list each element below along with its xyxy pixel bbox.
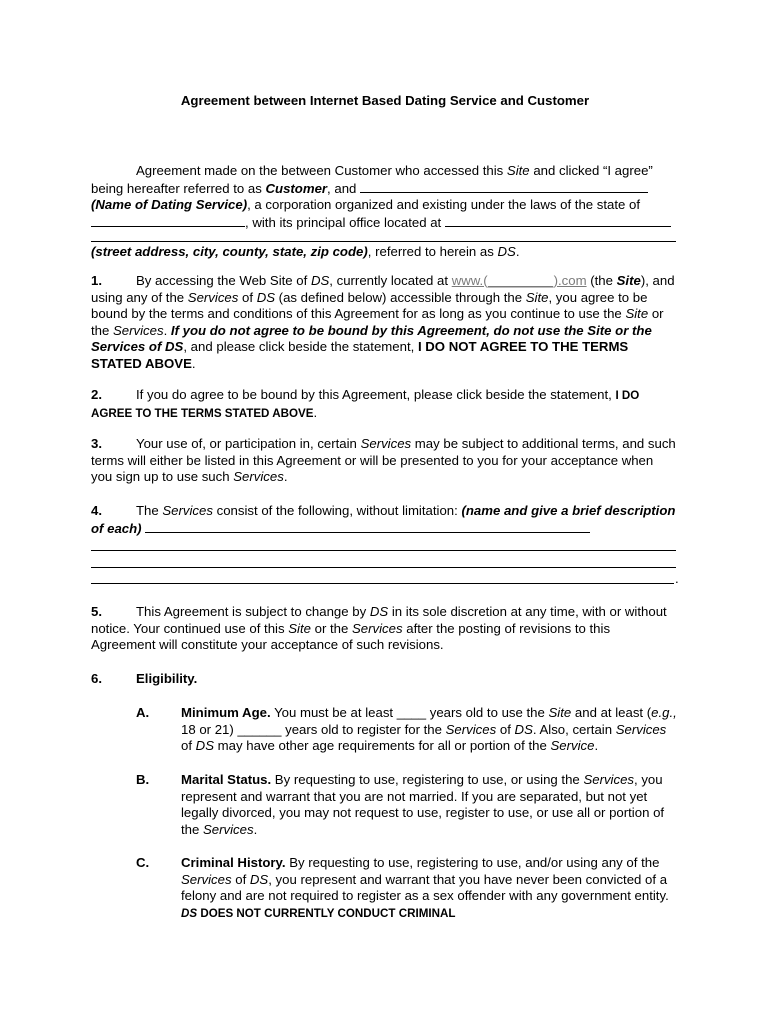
document-title: Agreement between Internet Based Dating Service and Customer [180,93,590,108]
subsection-c-letter: C. [136,855,150,870]
subsection-c: Criminal History. By requesting to use, registering to use, and/or using any of the Services of DS, you represent and warrant that you have never been convicted of a felony and are not required to register as a sex offender with any government entity. DS DOES NOT CURRENTLY CONDUCT CRIMINAL [181,855,669,920]
section-5: 5. This Agreement is subject to change by DS in its sole discretion at any time, with or without notice. Your continued use of this Site or the Services after the posting of revisions to this Agreement will constitute your acceptance of such revisions. [91,604,667,652]
address-blank-line [91,241,676,242]
section-4: 4. The Services consist of the following, without limitation: (name and give a brief description of each) [91,503,676,536]
blank-line [91,214,245,227]
section-1: 1. By accessing the Web Site of DS, currently located at www.(_________).com (the Site), and using any of the Services of DS (as defined below) accessible through the Site, you agree to be bound by the terms and conditions of this Agreement for as long as you continue to use the Site or the Services. If you do not agree to be bound by this Agreement, do not use the Site or the Services of DS, and please click beside the statement, I DO NOT AGREE TO THE TERMS STATED ABOVE. [91,273,675,371]
dating-service-name-label: (Name of Dating Service) [91,197,248,212]
section-6: 6. Eligibility. [91,671,198,686]
eligibility-heading: Eligibility. [136,671,198,686]
services-blank-line [91,550,676,551]
section-3: 3. Your use of, or participation in, certain Services may be subject to additional terms, and such terms will either be listed in this Agreement or will be presented to you for your acceptance when you sign up to use such Services. [91,436,676,484]
blank-line [360,180,648,193]
intro-line-1: Agreement made on the between Customer who accessed this Site and clicked “I agree” being hereafter referred to as Customer, and (Name of Dating Service), a corporation organized and existing under the laws of the state of , with its principal office located at [91,163,677,231]
services-blank-line [91,583,674,584]
services-blank-line [91,567,676,568]
subsection-a: Minimum Age. You must be at least ____ years old to use the Site and at least (e.g., 18 or 21) ______ years old to register for the Services of DS. Also, certain Services of DS may have other age requirements for all or portion of the Service. [181,705,677,753]
services-end-period: . [675,571,679,586]
blank-line [145,520,590,533]
site-url-link[interactable]: www.(_________).com [451,273,587,288]
intro-address-line: (street address, city, county, state, zip code), referred to herein as DS. [91,244,520,259]
subsection-b: Marital Status. By requesting to use, registering to use, or using the Services, you represent and warrant that you are not married. If you are separated, but not yet legally divorced, you may not request to use, register to use, or use all or portion of the Services. [181,772,665,837]
blank-line [445,214,671,227]
address-label: (street address, city, county, state, zip code) [91,244,368,259]
subsection-a-letter: A. [136,705,150,720]
section-2: 2. If you do agree to be bound by this Agreement, please click beside the statement, I DO AGREE TO THE TERMS STATED ABOVE. [91,387,640,420]
subsection-b-letter: B. [136,772,150,787]
